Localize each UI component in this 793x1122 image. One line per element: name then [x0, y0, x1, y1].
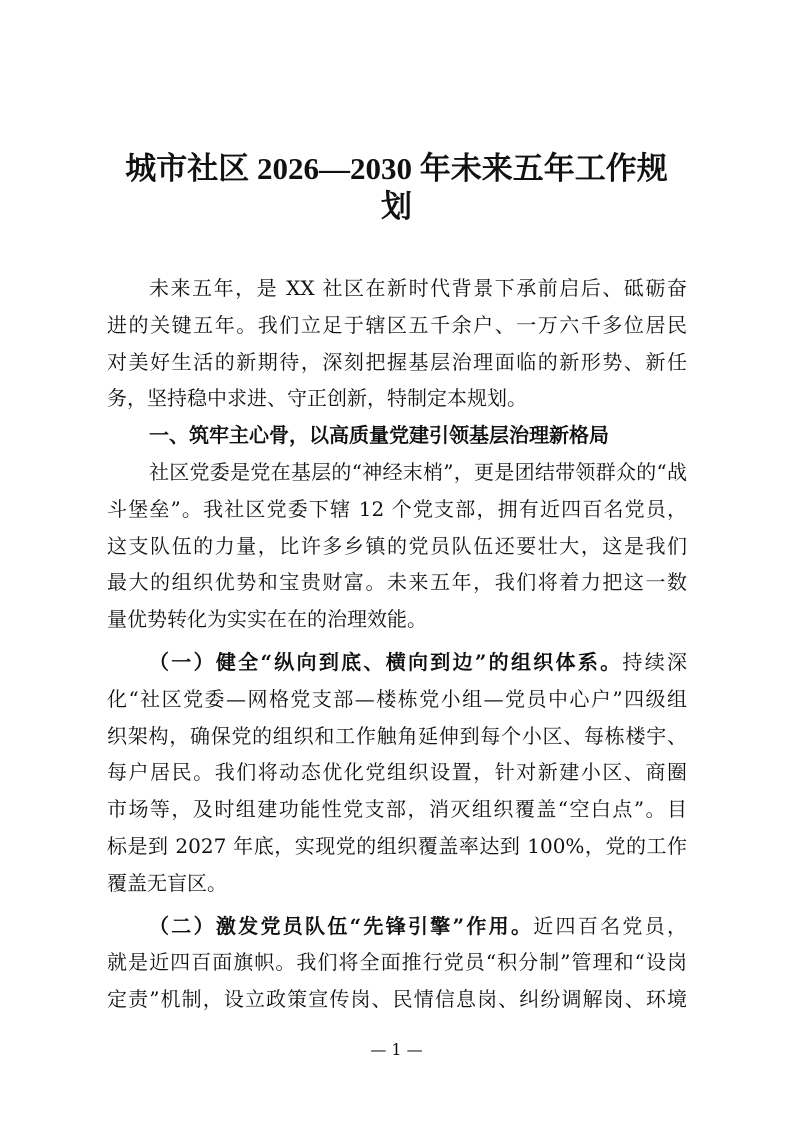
text-line: 标是到 2027 年底，实现党的组织覆盖率达到 100%，党的工作	[107, 833, 687, 858]
text-line: 就是近四百面旗帜。我们将全面推行党员“积分制”管理和“设岗	[107, 950, 687, 975]
page-number: — 1 —	[370, 1040, 423, 1059]
text-line: 市场等，及时组建功能性党支部，消灭组织覆盖“空白点”。目	[107, 797, 687, 822]
text-span: 持续深	[622, 649, 688, 674]
text-line: 未来五年，是 XX 社区在新时代背景下承前启后、砥砺奋	[149, 276, 687, 300]
document-body	[107, 270, 687, 1018]
text-line: 进的关键五年。我们立足于辖区五千余户、一万六千多位居民	[107, 312, 687, 337]
text-span: 近四百名党员，	[533, 913, 687, 938]
paragraph-intro	[107, 270, 687, 417]
subsection-heading: （一）健全“纵向到底、横向到边”的组织体系。	[149, 649, 623, 674]
text-line: 定责”机制，设立政策宣传岗、民情信息岗、纠纷调解岗、环境	[107, 987, 687, 1012]
section-heading: 一、筑牢主心骨，以高质量党建引领基层治理新格局	[149, 423, 609, 448]
text-line: 社区党委是党在基层的“神经末梢”，更是团结带领群众的“战	[149, 459, 687, 484]
text-line: 务，坚持稳中求进、守正创新，特制定本规划。	[107, 386, 527, 411]
subsection-heading: （二）激发党员队伍“先锋引擎”作用。	[149, 913, 534, 938]
title-line: 城市社区 2026—2030 年未来五年工作规	[125, 151, 668, 186]
document-title	[100, 150, 693, 226]
text-line: 覆盖无盲区。	[107, 870, 227, 895]
text-line	[107, 908, 687, 945]
paragraph-subsection-1	[107, 644, 687, 902]
text-line: 最大的组织优势和宝贵财富。未来五年，我们将着力把这一数	[107, 570, 687, 595]
text-line: 化“社区党委—网格党支部—楼栋党小组—党员中心户”四级组	[107, 686, 687, 711]
text-line: 每户居民。我们将动态优化党组织设置，针对新建小区、商圈	[107, 760, 687, 785]
text-line: 对美好生活的新期待，深刻把握基层治理面临的新形势、新任	[107, 349, 687, 374]
text-line: 斗堡垒”。我社区党委下辖 12 个党支部，拥有近四百名党员，	[107, 496, 687, 521]
text-line: 量优势转化为实实在在的治理效能。	[107, 607, 427, 632]
title-line: 划	[381, 189, 412, 224]
paragraph-party-committee	[107, 454, 687, 638]
text-line: 织架构，确保党的组织和工作触角延伸到每个小区、每栋楼宇、	[107, 723, 687, 748]
paragraph-subsection-2	[107, 908, 687, 1018]
text-line	[107, 644, 687, 681]
text-line: 这支队伍的力量，比许多乡镇的党员队伍还要壮大，这是我们	[107, 533, 687, 558]
